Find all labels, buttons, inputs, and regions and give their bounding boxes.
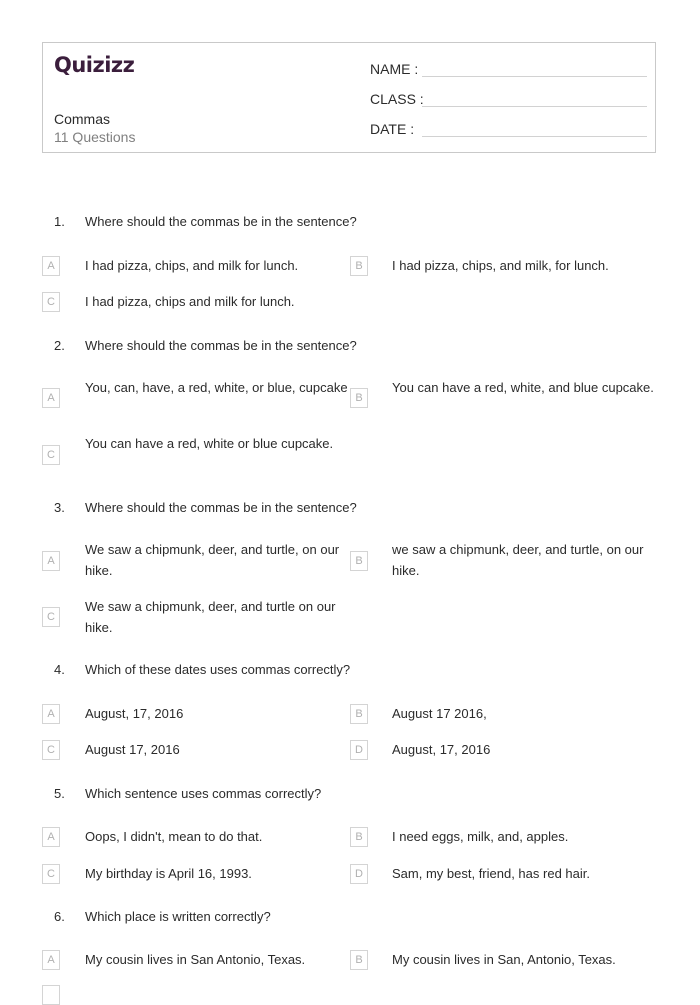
option-text: We saw a chipmunk, deer, and turtle, on our hike. [85, 542, 340, 578]
option-letter-box[interactable]: B [350, 256, 368, 276]
option-letter-box[interactable]: B [350, 388, 368, 408]
option-letter-box[interactable]: B [350, 950, 368, 970]
worksheet-header [42, 42, 656, 153]
question-number: 2. [54, 338, 65, 353]
option-text: we saw a chipmunk, deer, and turtle, on our hike. [392, 542, 644, 578]
question-text: Which of these dates uses commas correctly? [85, 662, 351, 677]
question-text: Where should the commas be in the sentence? [85, 214, 357, 229]
date-label: DATE : [370, 121, 415, 137]
option-letter-box[interactable]: A [42, 950, 60, 970]
option-letter-box[interactable]: D [350, 864, 368, 884]
option-letter-box[interactable]: A [42, 827, 60, 847]
option-text: I had pizza, chips and milk for lunch. [85, 294, 295, 309]
question-number: 6. [54, 909, 65, 924]
option-letter-box[interactable]: A [42, 704, 60, 724]
option-text: August 17, 2016 [85, 742, 180, 757]
question-number: 3. [54, 500, 65, 515]
option-text: My birthday is April 16, 1993. [85, 866, 252, 881]
option-text: My cousin lives in San, Antonio, Texas. [392, 952, 616, 967]
option-letter-box[interactable]: A [42, 256, 60, 276]
option-text: Sam, my best, friend, has red hair. [392, 866, 590, 881]
option-letter-box[interactable]: C [42, 607, 60, 627]
option-letter-box[interactable]: A [42, 551, 60, 571]
class-line[interactable] [422, 106, 647, 107]
option-letter-box[interactable]: C [42, 740, 60, 760]
option-letter-box[interactable]: D [350, 740, 368, 760]
question-number: 5. [54, 786, 65, 801]
question-number: 4. [54, 662, 65, 677]
name-line[interactable] [422, 76, 647, 77]
option-text: Oops, I didn't, mean to do that. [85, 829, 263, 844]
option-text: I need eggs, milk, and, apples. [392, 829, 569, 844]
option-letter-box[interactable]: B [350, 827, 368, 847]
question-text: Where should the commas be in the sentence? [85, 500, 357, 515]
option-letter-box[interactable]: C [42, 292, 60, 312]
option-letter-box[interactable]: B [350, 704, 368, 724]
class-label: CLASS : [370, 91, 424, 107]
option-letter-box[interactable]: A [42, 388, 60, 408]
option-text: I had pizza, chips, and milk for lunch. [85, 258, 299, 273]
question-text: Where should the commas be in the sentence? [85, 338, 357, 353]
option-text: My cousin lives in San Antonio, Texas. [85, 952, 306, 967]
option-text: You can have a red, white or blue cupcake. [85, 436, 334, 451]
question-number: 1. [54, 214, 65, 229]
option-letter-box[interactable]: B [350, 551, 368, 571]
option-text: August 17 2016, [392, 706, 487, 721]
name-label: NAME : [370, 61, 419, 77]
option-text: We saw a chipmunk, deer, and turtle on our hike. [85, 599, 336, 635]
worksheet-title: Commas [54, 111, 111, 127]
date-line[interactable] [422, 136, 647, 137]
question-text: Which sentence uses commas correctly? [85, 786, 322, 801]
option-text: August, 17, 2016 [85, 706, 184, 721]
option-text: You, can, have, a red, white, or blue, cupcake [85, 380, 348, 395]
question-count: 11 Questions [54, 129, 136, 145]
option-letter-box[interactable]: C [42, 445, 60, 465]
option-text: You can have a red, white, and blue cupcake. [392, 380, 654, 395]
option-letter-box-partial[interactable] [42, 985, 60, 1005]
option-text: August, 17, 2016 [392, 742, 491, 757]
option-text: I had pizza, chips, and milk, for lunch. [392, 258, 609, 273]
option-letter-box[interactable]: C [42, 864, 60, 884]
question-text: Which place is written correctly? [85, 909, 271, 924]
quizizz-logo: Quizizz [54, 53, 135, 77]
